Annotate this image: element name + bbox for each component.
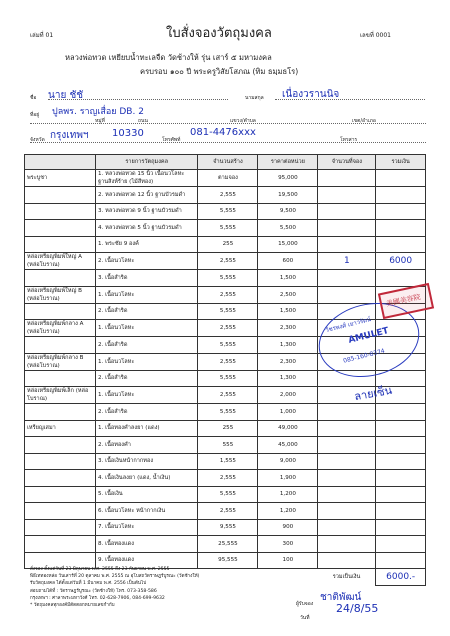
row-price: 300 bbox=[258, 536, 318, 553]
surname-label: นามสกุล bbox=[245, 95, 264, 101]
book-number: เล่มที่ 01 bbox=[30, 32, 54, 39]
table-row bbox=[25, 437, 426, 454]
village-label: หมู่ที่ bbox=[95, 118, 105, 124]
receipt-number: เลขที่ 0001 bbox=[360, 32, 391, 39]
row-group bbox=[25, 453, 96, 470]
row-group bbox=[25, 486, 96, 503]
table-row bbox=[25, 404, 426, 421]
row-made: 2,555 bbox=[198, 320, 258, 337]
row-group: หล่อเหรียญพิมพ์ใหญ่ A (หล่อโบราณ) bbox=[25, 253, 96, 270]
row-item: 2. เนื้อทองคำ bbox=[96, 437, 198, 454]
row-total bbox=[376, 203, 426, 220]
row-group bbox=[25, 519, 96, 536]
row-group bbox=[25, 503, 96, 520]
row-made: 2,555 bbox=[198, 187, 258, 204]
row-item: 1. เนื้อนวโลหะ bbox=[96, 286, 198, 303]
row-price: 2,500 bbox=[258, 286, 318, 303]
row-group bbox=[25, 270, 96, 287]
row-item: 1. เนื้อนวโลหะ bbox=[96, 353, 198, 370]
table-row bbox=[25, 220, 426, 237]
footer-line: สอบถามได้ที่ : วัดราษฎร์บูรณะ (วัดช้างให้) โทร. 073-358-586 bbox=[30, 588, 157, 594]
table-row bbox=[25, 470, 426, 487]
row-made: 5,555 bbox=[198, 337, 258, 354]
row-group bbox=[25, 337, 96, 354]
table-row bbox=[25, 503, 426, 520]
form-title: ใบสั่งจองวัตถุมงคล bbox=[166, 26, 272, 41]
row-group: หล่อเหรียญพิมพ์ใหญ่ B (หล่อโบราณ) bbox=[25, 286, 96, 303]
row-total bbox=[376, 220, 426, 237]
row-qty bbox=[318, 519, 376, 536]
row-price: 1,900 bbox=[258, 470, 318, 487]
table-row bbox=[25, 519, 426, 536]
row-item: 7. เนื้อนวโลหะ bbox=[96, 519, 198, 536]
row-made: 95,555 bbox=[198, 552, 258, 569]
row-qty bbox=[318, 453, 376, 470]
row-item: 1. เนื้อนวโลหะ bbox=[96, 387, 198, 404]
header-qty: จำนวนที่จอง bbox=[318, 155, 376, 170]
row-group bbox=[25, 437, 96, 454]
row-total bbox=[376, 470, 426, 487]
row-group: หล่อเหรียญพิมพ์กลาง B (หล่อโบราณ) bbox=[25, 353, 96, 370]
date-value: 24/8/55 bbox=[336, 602, 379, 615]
form-subtitle-2: ครบรอบ ๑๐๐ ปี พระครูวิสัยโสภณ (ทิม ธมฺมธโร) bbox=[140, 67, 299, 76]
row-made: 1,555 bbox=[198, 453, 258, 470]
road-label: ถนน bbox=[138, 118, 148, 124]
row-qty bbox=[318, 536, 376, 553]
row-qty bbox=[318, 486, 376, 503]
stamp-phone: 085-160-8374 bbox=[342, 347, 386, 365]
table-row bbox=[25, 253, 426, 270]
row-made: 2,555 bbox=[198, 353, 258, 370]
row-item: 2. เนื้อสำริด bbox=[96, 404, 198, 421]
row-made: 2,555 bbox=[198, 286, 258, 303]
row-price: 15,000 bbox=[258, 236, 318, 253]
row-group: หล่อเหรียญพิมพ์กลาง A (หล่อโบราณ) bbox=[25, 320, 96, 337]
row-item: 2. เนื้อสำริด bbox=[96, 303, 198, 320]
row-price: 49,000 bbox=[258, 420, 318, 437]
row-item: 2. เนื้อสำริด bbox=[96, 337, 198, 354]
row-item: 5. เนื้อเงิน bbox=[96, 486, 198, 503]
row-group bbox=[25, 220, 96, 237]
row-qty bbox=[318, 437, 376, 454]
row-group bbox=[25, 236, 96, 253]
row-group: พระบูชา bbox=[25, 170, 96, 187]
row-price: 1,200 bbox=[258, 486, 318, 503]
row-price: 1,200 bbox=[258, 503, 318, 520]
signature-scribble-icon: ลายเซ็น bbox=[353, 383, 394, 404]
row-made: 5,555 bbox=[198, 203, 258, 220]
row-price: 9,500 bbox=[258, 203, 318, 220]
row-price: 1,500 bbox=[258, 303, 318, 320]
row-group bbox=[25, 536, 96, 553]
header-total: รวมเงิน bbox=[376, 155, 426, 170]
row-item: 2. เนื้อสำริด bbox=[96, 370, 198, 387]
row-item: 3. หลวงพ่อทวด 9 นิ้ว ฐานบัวรมดำ bbox=[96, 203, 198, 220]
row-item: 1. หลวงพ่อทวด 15 นิ้ว เนื้อนวโลหะ ฐานสิงห์ร้าย (ไม้สีทอง) bbox=[96, 170, 198, 187]
row-total bbox=[376, 486, 426, 503]
postcode-value: 10330 bbox=[112, 128, 144, 139]
row-total bbox=[376, 453, 426, 470]
table-row bbox=[25, 203, 426, 220]
province-value: กรุงเทพฯ bbox=[50, 130, 89, 141]
row-item: 1. เนื้อทองคำลงยา (แดง) bbox=[96, 420, 198, 437]
table-row bbox=[25, 286, 426, 303]
row-qty bbox=[318, 203, 376, 220]
row-total bbox=[376, 170, 426, 187]
row-total bbox=[376, 437, 426, 454]
row-item: 8. เนื้อทองแดง bbox=[96, 536, 198, 553]
row-made: 5,555 bbox=[198, 404, 258, 421]
row-item: 2. เนื้อนวโลหะ bbox=[96, 253, 198, 270]
row-made: 5,555 bbox=[198, 270, 258, 287]
row-qty bbox=[318, 187, 376, 204]
row-made: 2,555 bbox=[198, 503, 258, 520]
row-item: 3. เนื้อสำริด bbox=[96, 270, 198, 287]
row-made: 255 bbox=[198, 420, 258, 437]
stamp-line-1: วัชรพงศ์ เยาวรัตน์ bbox=[324, 316, 372, 335]
surname-value: เนื่องวรานนิจ bbox=[282, 89, 340, 100]
row-made: 2,555 bbox=[198, 470, 258, 487]
table-header-row bbox=[25, 155, 426, 170]
footer-line: กรุงเทพฯ : ศาลาพระมหาวังศ์ โทร. 02-628-7906, 084-699-9632 bbox=[30, 595, 165, 601]
row-item: 2. หลวงพ่อทวด 12 นิ้ว ฐานบัวรมดำ bbox=[96, 187, 198, 204]
stamp-line-2: AMULET bbox=[347, 326, 390, 346]
footer-line: * วัตถุมงคลทุกองค์มีตัดตอกหมายเลขกำกับ bbox=[30, 603, 115, 609]
row-price: 600 bbox=[258, 253, 318, 270]
row-group bbox=[25, 303, 96, 320]
address-value: ปูลพร. ราญเสื่อย DB. 2 bbox=[52, 107, 144, 117]
province-line bbox=[30, 142, 426, 143]
table-row bbox=[25, 486, 426, 503]
row-price: 1,300 bbox=[258, 337, 318, 354]
row-made: 2,555 bbox=[198, 387, 258, 404]
row-group bbox=[25, 370, 96, 387]
row-made: 255 bbox=[198, 236, 258, 253]
row-item: 4. หลวงพ่อทวด 5 นิ้ว ฐานบัวรมดำ bbox=[96, 220, 198, 237]
date-label: วันที่ bbox=[300, 615, 310, 621]
row-item: 4. เนื้อเงินลงยา (แดง, น้ำเงิน) bbox=[96, 470, 198, 487]
row-made: ตามจอง bbox=[198, 170, 258, 187]
row-qty bbox=[318, 220, 376, 237]
signature-label: ผู้รับจอง bbox=[296, 601, 314, 607]
row-made: 9,555 bbox=[198, 519, 258, 536]
header-made: จำนวนสร้าง bbox=[198, 155, 258, 170]
row-made: 2,555 bbox=[198, 253, 258, 270]
surname-line bbox=[275, 99, 425, 100]
row-total bbox=[376, 404, 426, 421]
row-made: 25,555 bbox=[198, 536, 258, 553]
row-qty bbox=[318, 470, 376, 487]
row-price: 19,500 bbox=[258, 187, 318, 204]
footer-line: พิธีเททองหล่อ วันเสาร์ที่ 20 ตุลาคม พ.ศ. 2555 ณ อุโบสถวัดราษฎร์บูรณะ (วัดช้างให้) bbox=[30, 574, 200, 580]
province-label: จังหวัด bbox=[30, 137, 45, 143]
row-total bbox=[376, 503, 426, 520]
row-total bbox=[376, 519, 426, 536]
row-price: 900 bbox=[258, 519, 318, 536]
name-value: นาย ชัชั bbox=[48, 90, 84, 101]
row-item: 9. เนื้อทองแดง bbox=[96, 552, 198, 569]
sum-value: 6000.- bbox=[376, 569, 426, 586]
row-total bbox=[376, 552, 426, 569]
phone-label: โทรศัพท์ bbox=[162, 137, 181, 143]
table-row bbox=[25, 453, 426, 470]
phone-value: 081-4476xxx bbox=[190, 127, 256, 138]
row-qty bbox=[318, 420, 376, 437]
row-price: 1,000 bbox=[258, 404, 318, 421]
table-row bbox=[25, 420, 426, 437]
address-label: ที่อยู่ bbox=[30, 112, 40, 118]
row-group: เหรียญเสมา bbox=[25, 420, 96, 437]
row-group: หล่อเหรียญพิมพ์เล็ก (หล่อโบราณ) bbox=[25, 387, 96, 404]
footer-line: สั่งจอง ตั้งแต่วันที่ 23 มิถุนายน พ.ศ. 2555 ถึง 23 กันยายน พ.ศ. 2555 bbox=[30, 567, 170, 572]
row-price: 95,000 bbox=[258, 170, 318, 187]
row-price: 5,500 bbox=[258, 220, 318, 237]
header-item: รายการวัตถุมงคล bbox=[96, 155, 198, 170]
row-qty bbox=[318, 286, 376, 303]
row-price: 1,500 bbox=[258, 270, 318, 287]
row-item: 1. เนื้อนวโลหะ bbox=[96, 320, 198, 337]
row-total bbox=[376, 270, 426, 287]
row-qty bbox=[318, 503, 376, 520]
red-seal-text: 美國美容院 bbox=[385, 292, 422, 309]
row-total bbox=[376, 236, 426, 253]
row-group bbox=[25, 404, 96, 421]
row-made: 5,555 bbox=[198, 370, 258, 387]
name-label: ชื่อ bbox=[30, 95, 37, 101]
fax-label: โทรสาร bbox=[340, 137, 358, 143]
row-qty bbox=[318, 404, 376, 421]
header-group bbox=[25, 155, 96, 170]
row-qty bbox=[318, 552, 376, 569]
address-line bbox=[30, 123, 426, 124]
row-price: 100 bbox=[258, 552, 318, 569]
row-made: 555 bbox=[198, 437, 258, 454]
row-price: 2,000 bbox=[258, 387, 318, 404]
row-group bbox=[25, 203, 96, 220]
row-group bbox=[25, 187, 96, 204]
district-label: เขต/อำเภอ bbox=[352, 118, 376, 124]
sum-label: รวมเป็นเงิน bbox=[332, 574, 361, 580]
row-made: 5,555 bbox=[198, 220, 258, 237]
row-total bbox=[376, 536, 426, 553]
row-group bbox=[25, 470, 96, 487]
row-qty bbox=[318, 270, 376, 287]
row-item: 6. เนื้อนวโลหะ หน้ากากเงิน bbox=[96, 503, 198, 520]
table-row bbox=[25, 236, 426, 253]
table-row bbox=[25, 536, 426, 553]
row-total: 6000 bbox=[376, 253, 426, 270]
row-price: 1,300 bbox=[258, 370, 318, 387]
table-row bbox=[25, 170, 426, 187]
footer-line: รับวัตถุมงคล ได้ตั้งแต่วันที่ 1 มีนาคม พ.ศ. 2556 เป็นต้นไป bbox=[30, 581, 147, 587]
row-qty: 1 bbox=[318, 253, 376, 270]
row-price: 9,000 bbox=[258, 453, 318, 470]
row-total bbox=[376, 420, 426, 437]
row-made: 5,555 bbox=[198, 486, 258, 503]
row-qty bbox=[318, 236, 376, 253]
row-item: 3. เนื้อเงินหน้ากากทอง bbox=[96, 453, 198, 470]
row-qty bbox=[318, 170, 376, 187]
row-price: 45,000 bbox=[258, 437, 318, 454]
form-subtitle: หลวงพ่อทวด เหยียบน้ำทะเลจืด วัดช้างให้ รุ่น เสาร์ ๕ มหามงคล bbox=[65, 53, 272, 62]
header-price: ราคาต่อหน่วย bbox=[258, 155, 318, 170]
table-row bbox=[25, 270, 426, 287]
row-price: 2,300 bbox=[258, 353, 318, 370]
subdistrict-label: แขวง/ตำบล bbox=[230, 118, 256, 124]
signature-value: ชาติพัฒน์ bbox=[320, 592, 362, 603]
row-total bbox=[376, 187, 426, 204]
name-line bbox=[48, 99, 228, 100]
row-item: 1. พระชัย 9 องค์ bbox=[96, 236, 198, 253]
table-row bbox=[25, 187, 426, 204]
footer-notes bbox=[30, 566, 199, 609]
row-made: 5,555 bbox=[198, 303, 258, 320]
row-price: 2,300 bbox=[258, 320, 318, 337]
